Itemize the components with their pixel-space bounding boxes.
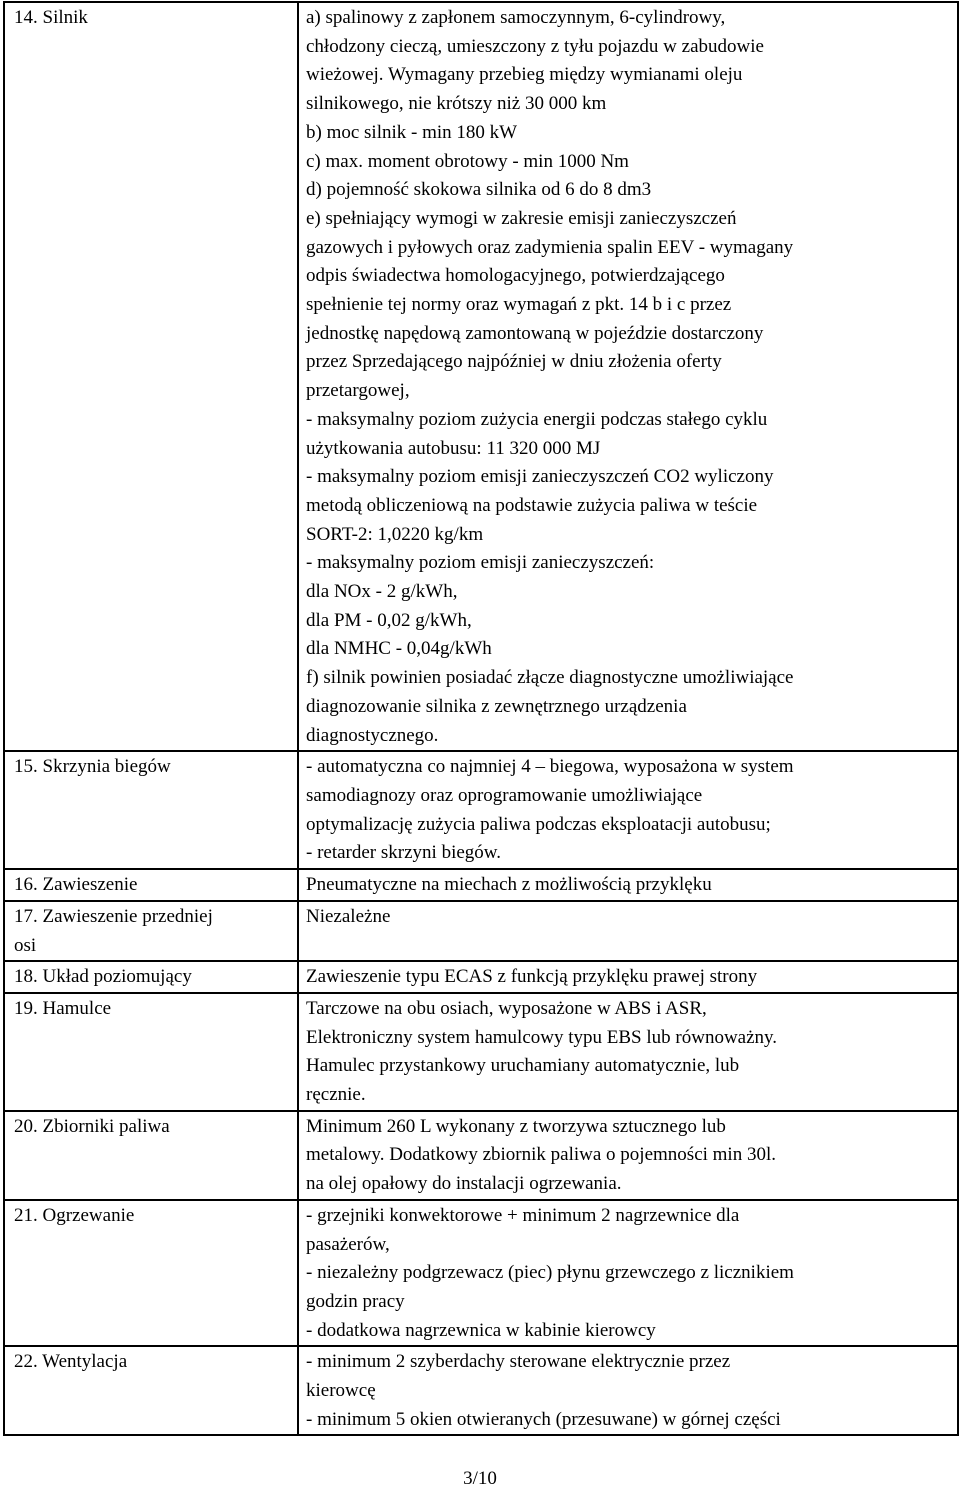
spec-description-line: chłodzony cieczą, umieszczony z tyłu pojazdu w zabudowie [306,35,764,57]
spec-description-line: - maksymalny poziom emisji zanieczyszczeń: [306,552,655,574]
spec-row [4,751,958,869]
spec-label-cell [4,1200,298,1347]
spec-row [4,2,958,751]
spec-description-line: SORT-2: 1,0220 kg/km [306,523,484,545]
spec-description-line: dla NOx - 2 g/kWh, [306,581,458,603]
spec-description-cell [298,2,958,751]
spec-label-cell [4,901,298,961]
spec-description-line: Tarczowe na obu osiach, wyposażone w ABS i ASR, [306,997,707,1019]
spec-label-line: 19. Hamulce [14,997,112,1019]
spec-description-cell [298,869,958,901]
spec-label-line: 21. Ogrzewanie [14,1204,135,1226]
spec-description-line: diagnozowanie silnika z zewnętrznego urządzenia [306,695,687,717]
spec-description-line: metodą obliczeniową na podstawie zużycia paliwa w teście [306,494,758,516]
spec-description-line: przez Sprzedającego najpóźniej w dniu złożenia oferty [306,351,722,373]
spec-description-line: - niezależny podgrzewacz (piec) płynu grzewczego z licznikiem [306,1262,794,1284]
spec-row [4,1111,958,1200]
spec-label-line: 15. Skrzynia biegów [14,756,171,778]
spec-description-line: - maksymalny poziom zużycia energii podczas stałego cyklu [306,408,768,430]
spec-description-line: ręcznie. [306,1084,366,1106]
spec-description-cell [298,1346,958,1435]
spec-description-cell [298,1200,958,1347]
spec-description-line: pasażerów, [306,1233,390,1255]
spec-description-line: Elektroniczny system hamulcowy typu EBS lub równoważny. [306,1026,778,1048]
spec-description-line: - dodatkowa nagrzewnica w kabinie kierowcy [306,1319,656,1341]
spec-description-line: a) spalinowy z zapłonem samoczynnym, 6-cylindrowy, [306,7,726,28]
spec-description-line: - minimum 5 okien otwieranych (przesuwane) w górnej części [306,1408,781,1430]
spec-description-line: dla NMHC - 0,04g/kWh [306,638,492,660]
spec-description-line: - retarder skrzyni biegów. [306,842,502,864]
spec-description-line: b) moc silnik - min 180 kW [306,121,518,143]
spec-description-line: - maksymalny poziom emisji zanieczyszczeń CO2 wyliczony [306,466,774,488]
spec-label-line: 14. Silnik [14,7,88,28]
spec-description-line: Hamulec przystankowy uruchamiany automatycznie, lub [306,1055,740,1077]
spec-description-line: Zawieszenie typu ECAS z funkcją przyklęku prawej strony [306,966,758,988]
spec-description-line: - grzejniki konwektorowe + minimum 2 nagrzewnice dla [306,1204,740,1226]
spec-label-line: 20. Zbiorniki paliwa [14,1115,170,1137]
spec-label-cell [4,993,298,1111]
spec-label-cell [4,1111,298,1200]
spec-label-cell [4,751,298,869]
spec-description-line: gazowych i pyłowych oraz zadymienia spalin EEV - wymagany [306,236,794,258]
spec-label-cell [4,1346,298,1435]
spec-description-line: diagnostycznego. [306,724,439,746]
spec-row [4,901,958,961]
spec-description-line: c) max. moment obrotowy - min 1000 Nm [306,150,629,172]
spec-description-line: na olej opałowy do instalacji ogrzewania. [306,1173,622,1195]
spec-description-line: Niezależne [306,905,391,927]
spec-row [4,993,958,1111]
spec-label-cell [4,2,298,751]
spec-description-line: wieżowej. Wymagany przebieg między wymianami oleju [306,64,743,86]
spec-description-line: samodiagnozy oraz oprogramowanie umożliwiające [306,784,703,806]
page-number: 3/10 [463,1468,497,1489]
spec-description-cell [298,751,958,869]
specification-table-body [4,2,958,1435]
specification-table [3,1,959,1436]
spec-label-line: 22. Wentylacja [14,1351,128,1373]
spec-row [4,961,958,993]
spec-description-line: użytkowania autobusu: 11 320 000 MJ [306,437,601,459]
spec-description-line: dla PM - 0,02 g/kWh, [306,609,472,631]
spec-description-cell [298,901,958,961]
spec-description-line: godzin pracy [306,1290,405,1312]
spec-description-line: odpis świadectwa homologacyjnego, potwierdzającego [306,265,725,287]
spec-description-cell [298,1111,958,1200]
spec-description-line: Minimum 260 L wykonany z tworzywa sztucznego lub [306,1115,726,1137]
spec-label-line: osi [14,934,37,956]
spec-description-line: e) spełniający wymogi w zakresie emisji zanieczyszczeń [306,207,737,229]
spec-description-line: kierowcę [306,1380,376,1402]
spec-description-line: jednostkę napędową zamontowaną w pojeździe dostarczony [306,322,764,344]
spec-label-cell [4,961,298,993]
spec-description-line: metalowy. Dodatkowy zbiornik paliwa o pojemności min 30l. [306,1144,776,1166]
spec-row [4,1346,958,1435]
spec-row [4,869,958,901]
spec-description-cell [298,961,958,993]
spec-label-line: 16. Zawieszenie [14,874,138,896]
spec-description-line: f) silnik powinien posiadać złącze diagnostyczne umożliwiające [306,667,794,689]
spec-row [4,1200,958,1347]
spec-description-line: Pneumatyczne na miechach z możliwością przyklęku [306,874,712,896]
spec-description-line: - automatyczna co najmniej 4 – biegowa, wyposażona w system [306,756,794,778]
spec-label-cell [4,869,298,901]
spec-description-cell [298,993,958,1111]
spec-label-line: 18. Układ poziomujący [14,966,192,988]
spec-description-line: d) pojemność skokowa silnika od 6 do 8 dm3 [306,179,652,201]
spec-label-line: 17. Zawieszenie przedniej [14,905,213,927]
spec-description-line: spełnienie tej normy oraz wymagań z pkt. 14 b i c przez [306,294,732,316]
spec-description-line: przetargowej, [306,380,410,402]
spec-description-line: silnikowego, nie krótszy niż 30 000 km [306,93,607,115]
spec-description-line: optymalizację zużycia paliwa podczas eksploatacji autobusu; [306,813,771,835]
spec-description-line: - minimum 2 szyberdachy sterowane elektrycznie przez [306,1351,731,1373]
